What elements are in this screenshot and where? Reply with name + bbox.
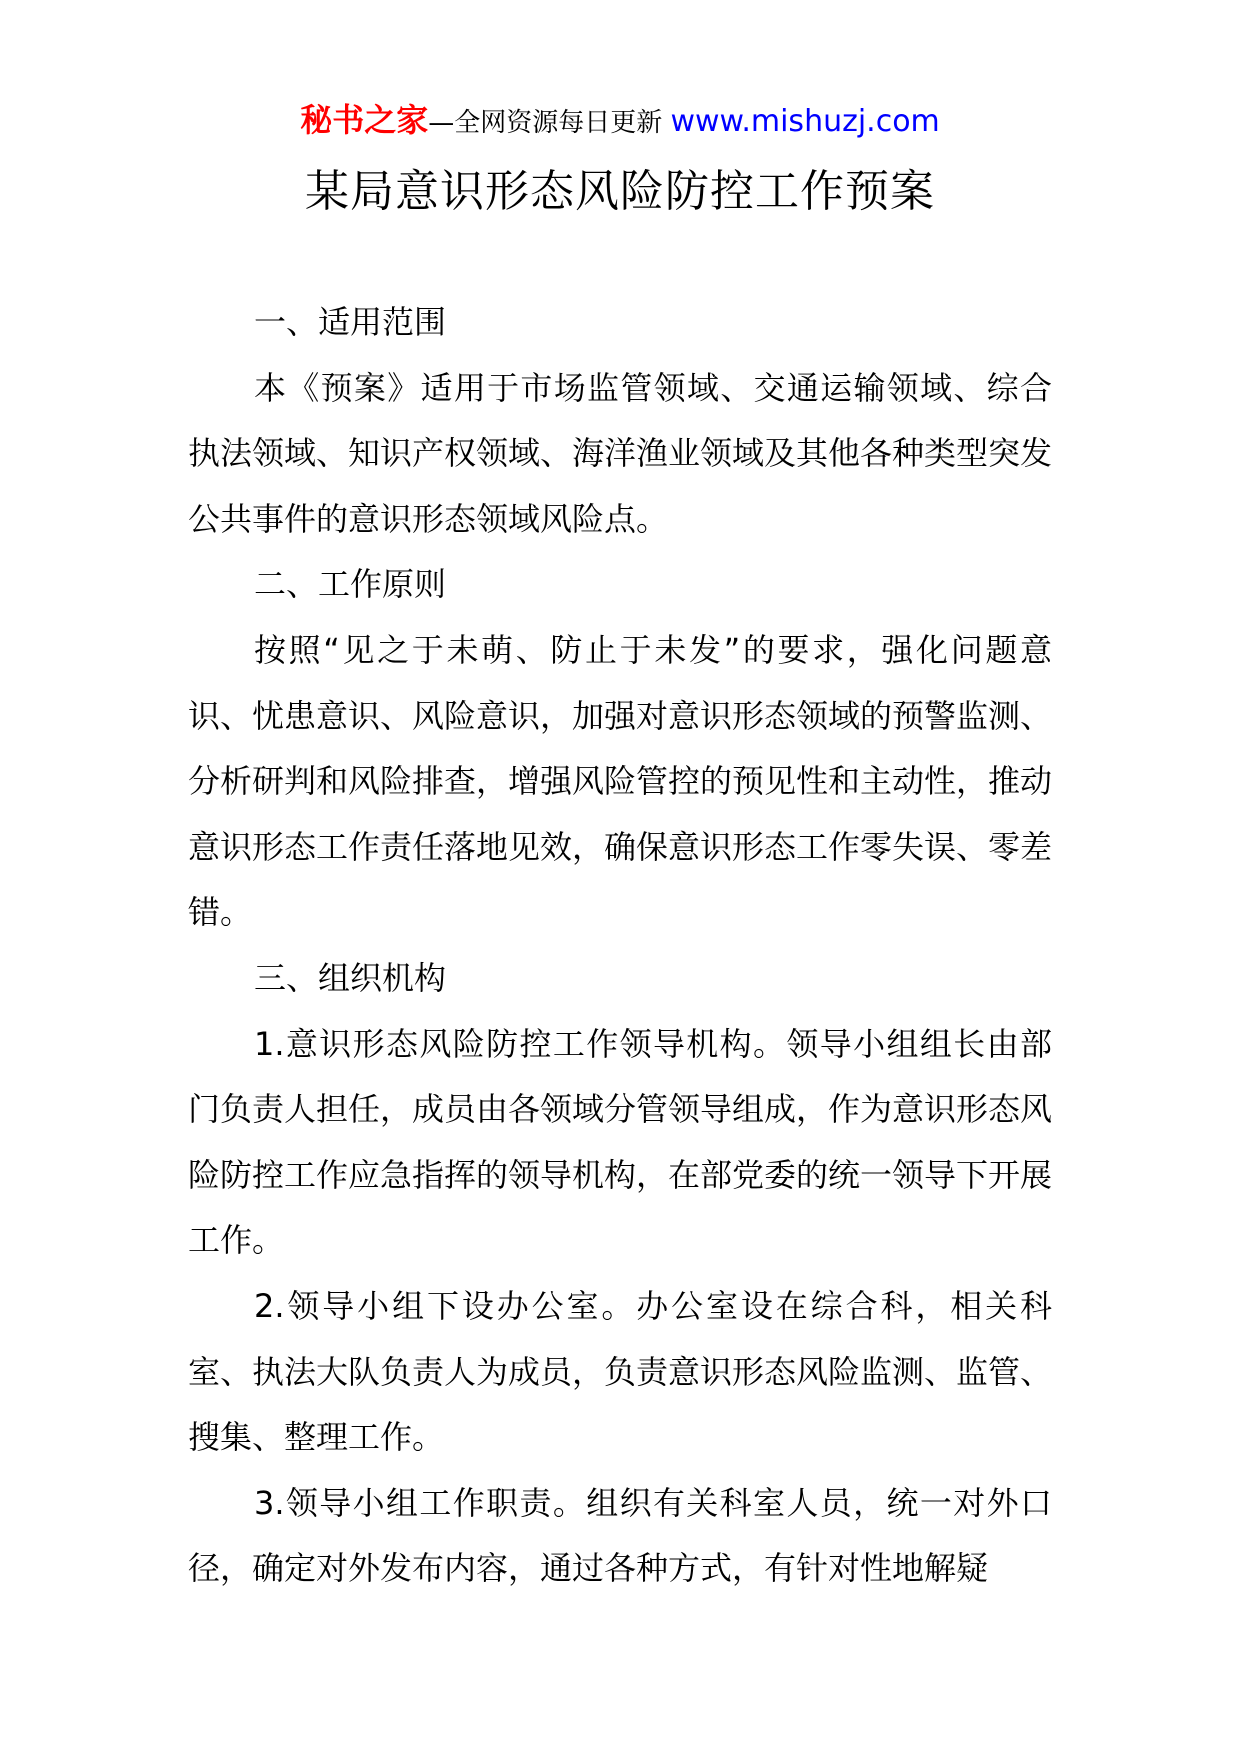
paragraph-principles: 按照“见之于未萌、防止于未发”的要求，强化问题意识、忧患意识、风险意识，加强对意识形态领域的预警监测、分析研判和风险排查，增强风险管控的预见性和主动性，推动意识形态工作责任落地见效，确保意识形态工作零失误、零差错。: [188, 630, 1053, 932]
site-url-link[interactable]: www.mishuzj.com: [670, 104, 940, 139]
section-heading-scope: 一、适用范围: [254, 303, 447, 341]
section-heading-organization: 三、组织机构: [254, 958, 447, 997]
header-tagline: —全网资源每日更新: [428, 108, 671, 138]
paragraph-scope: 本《预案》适用于市场监管领域、交通运输领域、综合执法领域、知识产权领域、海洋渔业领域及其他各种类型突发公共事件的意识形态领域风险点。: [188, 368, 1053, 538]
document-body: [188, 290, 1052, 1602]
brand-name: 秘书之家: [300, 101, 429, 139]
paragraph-org-item-1: 1.意识形态风险防控工作领导机构。领导小组组长由部门负责人担任，成员由各领域分管领导组成，作为意识形态风险防控工作应急指挥的领导机构，在部党委的统一领导下开展工作。: [188, 1024, 1053, 1260]
site-header: [0, 100, 1240, 143]
paragraph-org-item-2: 2.领导小组下设办公室。办公室设在综合科，相关科室、执法大队负责人为成员，负责意识形态风险监测、监管、搜集、整理工作。: [188, 1286, 1053, 1457]
paragraph-org-item-3: 3.领导小组工作职责。组织有关科室人员，统一对外口径，确定对外发布内容，通过各种方式，有针对性地解疑: [188, 1483, 1052, 1588]
document-title: 某局意识形态风险防控工作预案: [305, 166, 935, 217]
section-heading-principles: 二、工作原则: [254, 565, 447, 604]
